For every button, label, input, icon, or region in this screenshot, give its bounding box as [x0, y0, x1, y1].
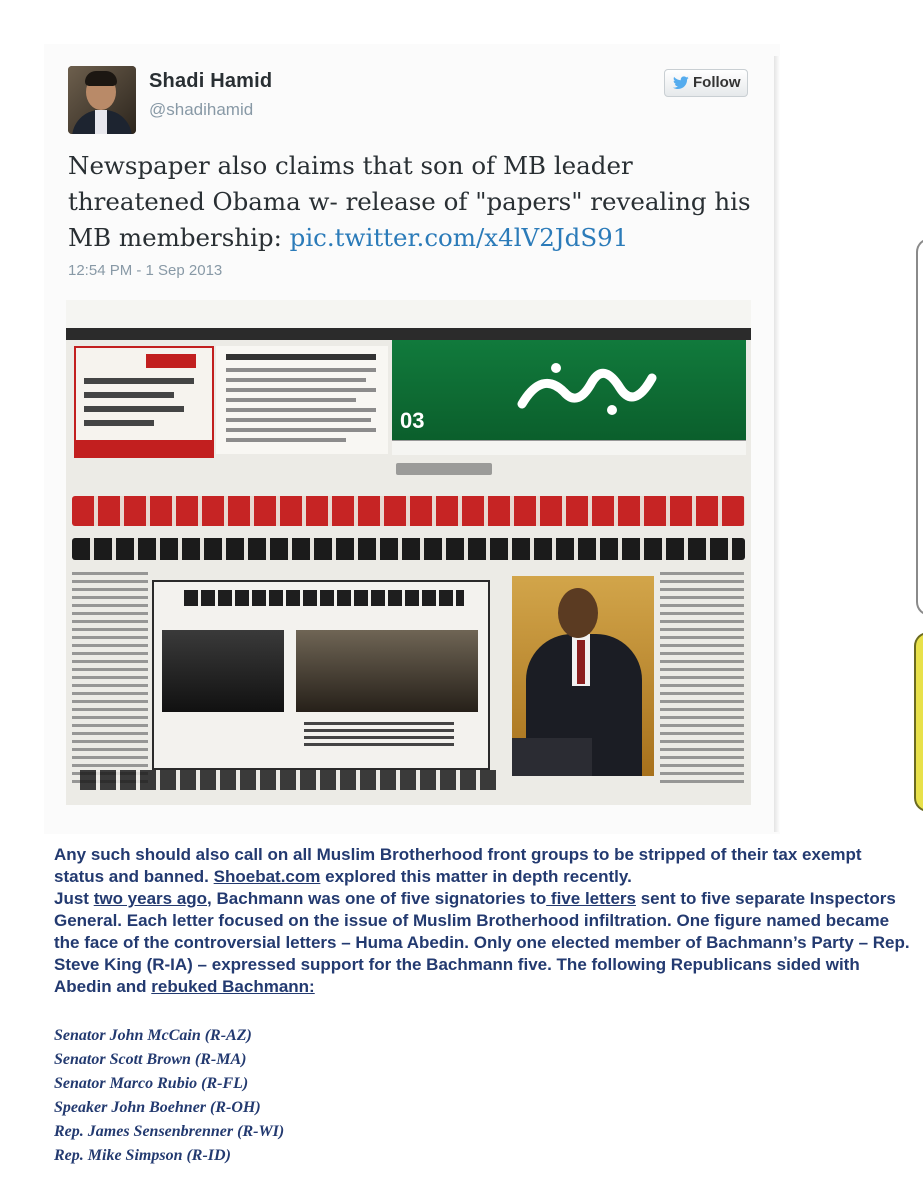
edge-yellow-fragment [914, 632, 923, 812]
list-item: Senator Marco Rubio (R-FL) [54, 1075, 249, 1092]
article-paragraph-2 [54, 888, 916, 998]
newspaper-inset-story [152, 580, 490, 770]
tweet-text [68, 148, 758, 256]
newspaper-masthead [392, 340, 746, 440]
newspaper-main-headline [72, 496, 745, 526]
newspaper-photo-of-man-at-podium [512, 576, 654, 776]
tweet-media-link[interactable]: pic.twitter.com/x4lV2JdS91 [289, 223, 629, 252]
article-text: Any such should also call on all Muslim Brotherhood front groups to be stripped of their tax exempt status and banned. [54, 845, 862, 886]
republicans-list [54, 1024, 284, 1168]
newspaper-bottom-headline [80, 770, 500, 790]
follow-button[interactable] [664, 69, 748, 97]
follow-button-label: Follow [693, 74, 741, 91]
tweet-card-shadow [774, 56, 780, 832]
twitter-bird-icon [673, 76, 689, 90]
list-item: Rep. Mike Simpson (R-ID) [54, 1147, 231, 1164]
masthead-number: 03 [400, 408, 425, 433]
tweet-text-body: Newspaper also claims that son of MB leader threatened Obama w- release of "papers" revealing his MB membership: [68, 151, 751, 252]
article-text: Bachmann was one of five signatories to [211, 889, 547, 908]
list-item: Senator Scott Brown (R-MA) [54, 1051, 247, 1068]
newspaper-inset-photo-1 [162, 630, 284, 712]
tweet-author-handle[interactable]: @shadihamid [149, 100, 254, 119]
article-body [54, 844, 916, 998]
tweet-timestamp[interactable]: 12:54 PM - 1 Sep 2013 [68, 262, 223, 279]
list-item: Speaker John Boehner (R-OH) [54, 1099, 261, 1116]
newspaper-brief [216, 346, 388, 454]
shoebat-link[interactable]: Shoebat.com [213, 867, 321, 886]
article-paragraph-1 [54, 844, 916, 888]
list-item: Rep. James Sensenbrenner (R-WI) [54, 1123, 285, 1140]
newspaper-subheadline [72, 538, 745, 560]
edge-frame-fragment [916, 238, 923, 616]
article-text: Just [54, 889, 94, 908]
avatar[interactable] [68, 66, 136, 134]
article-text: sent to five separate Inspectors General. Each letter focused on the issue of Muslim Brotherhood infiltration. One figure named became the face of the controversial letters – Huma Abedin. Only one elected member of Bachmann’s Party – Rep. Steve King (R-IA) – expressed support for the Bachmann five. The following Republicans sided with Abedin and [54, 889, 910, 996]
rebuked-bachmann-link[interactable]: rebuked Bachmann: [151, 977, 315, 996]
newspaper-ad-box [74, 346, 214, 458]
newspaper-photo [66, 300, 751, 805]
five-letters-link[interactable]: five letters [546, 889, 636, 908]
newspaper-logo [512, 352, 662, 422]
newspaper-inset-photo-2 [296, 630, 478, 712]
tweet-author-name[interactable]: Shadi Hamid [149, 70, 273, 92]
article-text: explored this matter in depth recently. [320, 867, 632, 886]
two-years-ago-link[interactable]: two years ago, [93, 889, 212, 908]
list-item: Senator John McCain (R-AZ) [54, 1027, 252, 1044]
